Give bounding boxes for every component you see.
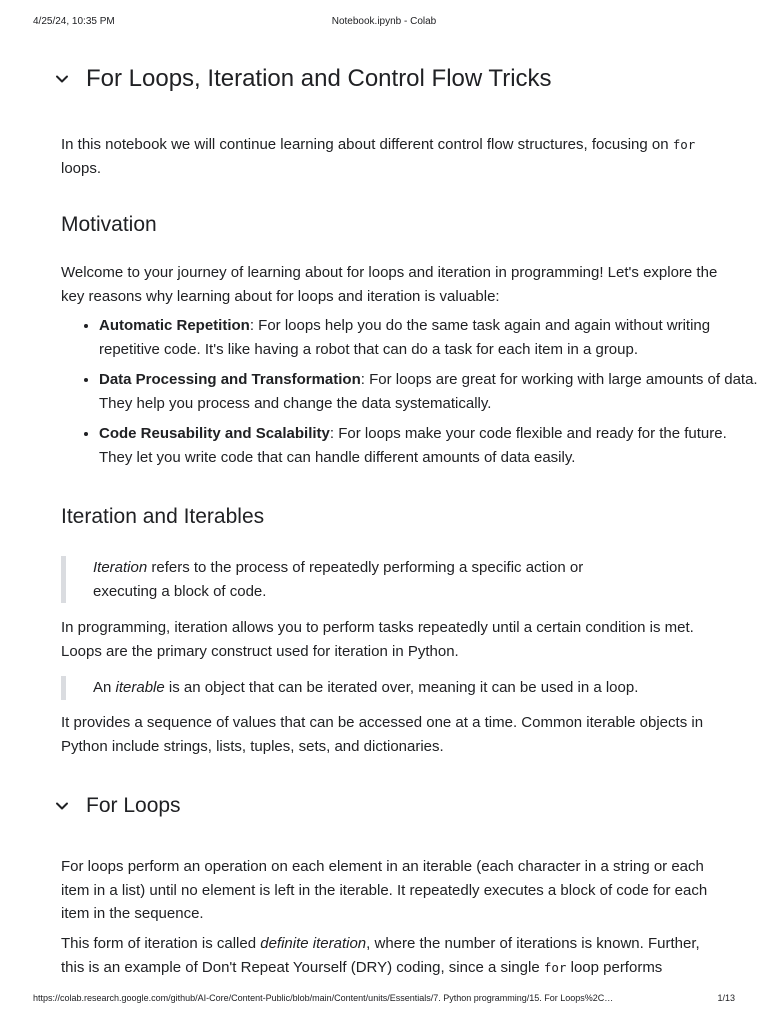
page-title: For Loops, Iteration and Control Flow Tricks — [86, 65, 552, 92]
quote-italic: Iteration — [93, 559, 148, 576]
bullet-bold: Code Reusability and Scalability — [99, 425, 330, 442]
list-item — [99, 314, 763, 361]
print-footer — [33, 993, 735, 1007]
print-header — [33, 16, 735, 30]
bullet-text: : For loops make your code flexible and ready for the future. They let you write code that can handle different amounts of data easily. — [99, 425, 727, 466]
for-loops-heading: For Loops — [86, 794, 181, 817]
para-text-after: loop performs — [566, 958, 663, 976]
list-item — [99, 422, 763, 469]
bullet-text: : For loops are great for working with large amounts of data. They help you process and change the data systematically. — [99, 371, 758, 412]
blockquote-iteration — [61, 556, 613, 603]
iteration-heading: Iteration and Iterables — [61, 505, 265, 528]
para-text-before: This form of iteration is called — [61, 935, 261, 952]
list-item — [99, 368, 763, 415]
quote-italic: iterable — [115, 679, 165, 696]
intro-text-after: loops. — [61, 159, 102, 177]
section-heading-for-loops — [53, 791, 181, 821]
blockquote-iterable — [61, 676, 713, 700]
inline-code: for — [543, 959, 567, 975]
bullet-text: : For loops help you do the same task again and again without writing repetitive code. It's like having a robot that can do a task for each item in a group. — [99, 317, 711, 358]
chevron-down-icon[interactable] — [53, 797, 71, 815]
section-heading-main — [53, 64, 552, 94]
print-url: https://colab.research.google.com/github/AI-Core/Content-Public/blob/main/Content/units/Essentials/7. Python programming/15. For Loops%2C… — [33, 993, 614, 1003]
print-datetime: 4/25/24, 10:35 PM — [33, 16, 115, 27]
para-italic: definite iteration — [260, 935, 367, 952]
motivation-intro: Welcome to your journey of learning about for loops and iteration in programming! Let's explore the key reasons why learning about for loops and iteration is valuable: — [61, 264, 718, 305]
quote-text-before: An — [93, 679, 116, 696]
intro-paragraph — [61, 133, 727, 180]
print-title: Notebook.ipynb - Colab — [331, 16, 437, 27]
motivation-list — [61, 314, 763, 476]
quote-text: refers to the process of repeatedly performing a specific action or — [147, 559, 584, 576]
inline-code: for — [672, 137, 696, 152]
for-loops-paragraph-2 — [61, 932, 727, 979]
bullet-bold: Data Processing and Transformation — [99, 371, 361, 388]
page-number: 1/13 — [717, 993, 735, 1003]
bullet-bold: Automatic Repetition — [99, 317, 250, 334]
for-loops-paragraph-1: For loops perform an operation on each element in an iterable (each character in a string or each item in a list) until no element is left in the iterable. It repeatedly executes a block of code for each item in the sequence. — [61, 858, 708, 922]
motivation-heading: Motivation — [61, 213, 157, 236]
iteration-paragraph-1: In programming, iteration allows you to perform tasks repeatedly until a certain condition is met. Loops are the primary construct used for iteration in Python. — [61, 619, 694, 660]
chevron-down-icon[interactable] — [53, 70, 71, 88]
quote-text-after: is an object that can be iterated over, meaning it can be used in a loop. — [164, 679, 639, 696]
iteration-paragraph-2: It provides a sequence of values that can be accessed one at a time. Common iterable objects in Python include strings, lists, tuples, sets, and dictionaries. — [61, 714, 704, 755]
quote-text-line2: executing a block of code. — [93, 582, 267, 600]
intro-text-before: In this notebook we will continue learning about different control flow structures, focusing on — [61, 136, 673, 153]
para-text-middle: , where the number of iterations is known. Further, this is an example of Don't Repeat Yourself (DRY) coding, since a single — [61, 935, 700, 976]
